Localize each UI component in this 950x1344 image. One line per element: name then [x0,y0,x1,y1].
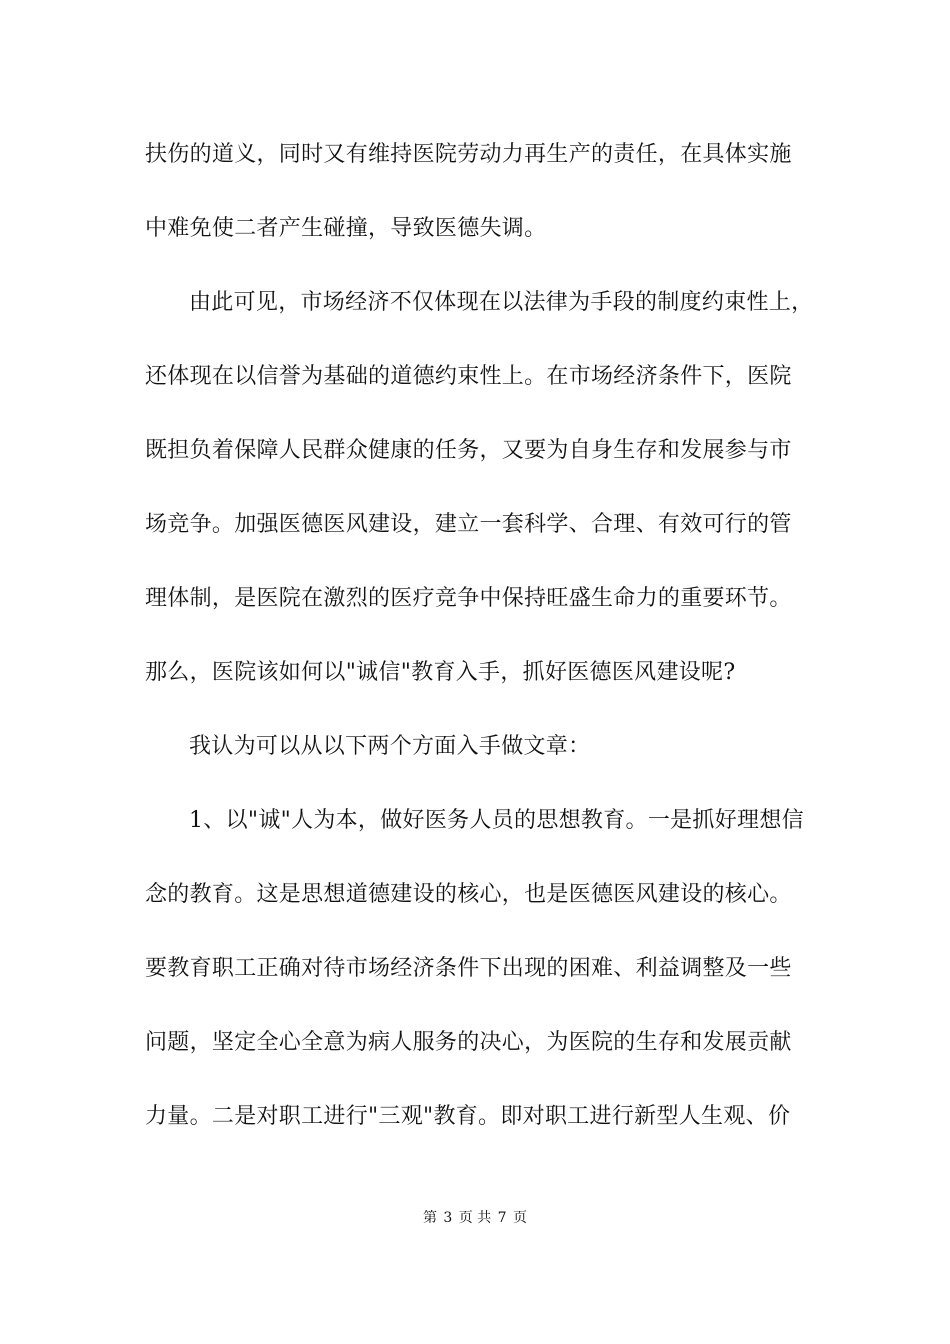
body-line-1: 扶伤的道义，同时又有维持医院劳动力再生产的责任，在具体实施 [145,142,792,167]
page-label-prefix: 第 [422,1210,437,1226]
body-line-2: 中难免使二者产生碰撞，导致医德失调。 [145,216,547,241]
body-line-6: 场竞争。加强医德医风建设，建立一套科学、合理、有效可行的管 [145,512,792,537]
page-label-middle: 页 共 [458,1210,492,1226]
body-line-7: 理体制，是医院在激烈的医疗竞争中保持旺盛生命力的重要环节。 [145,586,792,611]
paragraph-start-line: 1、以"诚"人为本，做好医务人员的思想教育。一是抓好理想信 [189,808,804,833]
paragraph-start-line: 由此可见，市场经济不仅体现在以法律为手段的制度约束性上， [189,290,814,315]
page-label-suffix: 页 [513,1210,528,1226]
current-page-number: 3 [443,1210,453,1226]
body-line-12: 要教育职工正确对待市场经济条件下出现的困难、利益调整及一些 [145,956,792,981]
body-line-14: 力量。二是对职工进行"三观"教育。即对职工进行新型人生观、价 [145,1104,791,1129]
paragraph-start-line: 我认为可以从以下两个方面入手做文章： [189,734,591,759]
body-line-5: 既担负着保障人民群众健康的任务，又要为自身生存和发展参与市 [145,438,792,463]
body-line-8: 那么，医院该如何以"诚信"教育入手，抓好医德医风建设呢? [145,660,736,685]
page-footer [0,1208,950,1228]
body-line-11: 念的教育。这是思想道德建设的核心，也是医德医风建设的核心。 [145,882,792,907]
body-line-13: 问题，坚定全心全意为病人服务的决心，为医院的生存和发展贡献 [145,1030,792,1055]
body-line-4: 还体现在以信誉为基础的道德约束性上。在市场经济条件下，医院 [145,364,792,389]
total-page-count: 7 [497,1210,507,1226]
